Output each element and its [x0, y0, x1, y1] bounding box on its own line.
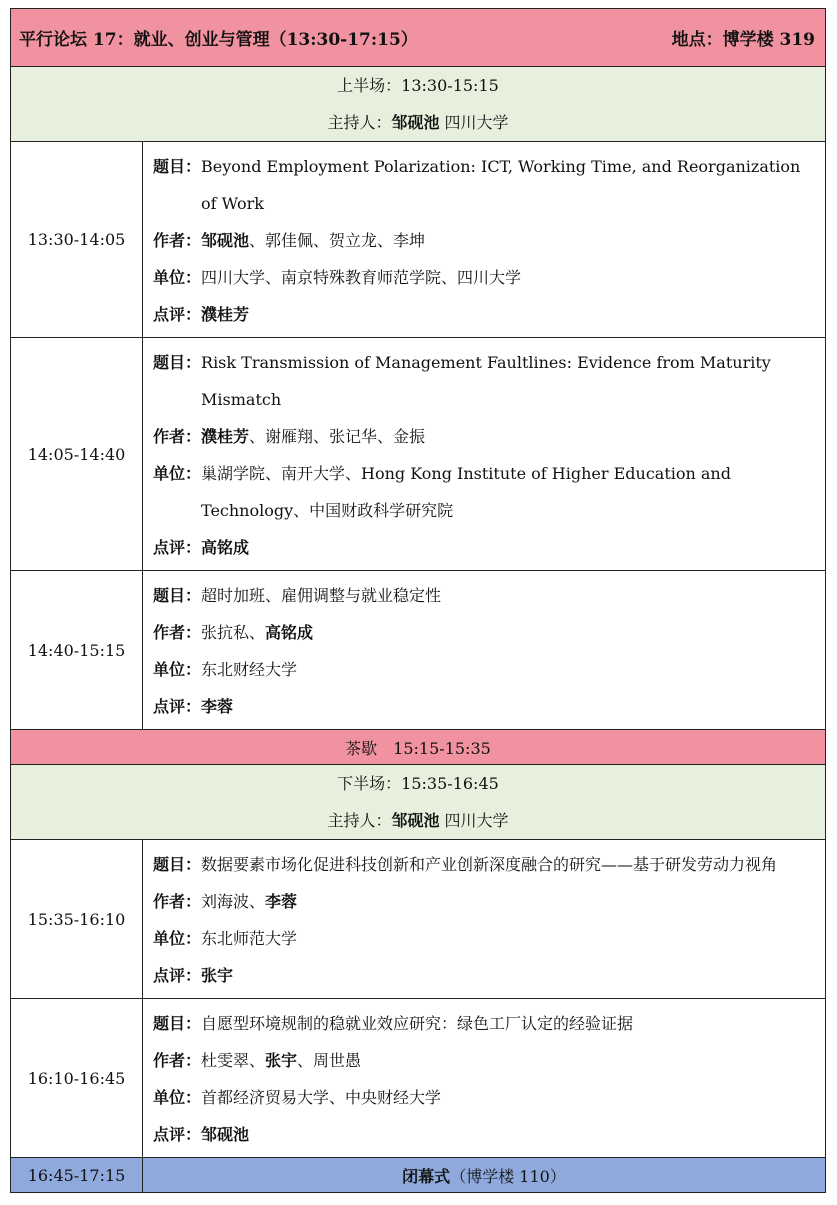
talk-authors: 作者： 刘海波、李蓉 — [153, 892, 298, 911]
talk-time: 14:40-15:15 — [11, 571, 143, 730]
talk-title: 题目： Beyond Employment Polarization: ICT, Working Time, and Reorganization of Work — [153, 157, 801, 213]
talk-row — [11, 999, 826, 1158]
talk-time: 13:30-14:05 — [11, 142, 143, 338]
talk-row — [11, 142, 826, 338]
talk-units: 单位： 东北财经大学 — [153, 660, 298, 679]
talk-authors: 作者： 杜雯翠、张宇、周世愚 — [153, 1051, 362, 1070]
second-half-label: 下半场：15:35-16:45 — [337, 774, 499, 793]
tea-break-row — [11, 730, 826, 765]
first-half-host: 主持人：邹砚池 四川大学 — [327, 113, 509, 132]
talk-row — [11, 840, 826, 999]
talk-discussant: 点评： 张宇 — [153, 966, 234, 985]
talk-discussant: 点评： 邹砚池 — [153, 1125, 250, 1144]
talk-title: 题目： 自愿型环境规制的稳就业效应研究：绿色工厂认定的经验证据 — [153, 1014, 634, 1033]
talk-units: 单位： 首都经济贸易大学、中央财经大学 — [153, 1088, 442, 1107]
talk-time: 15:35-16:10 — [11, 840, 143, 999]
forum-header-row — [11, 9, 826, 67]
talk-time: 14:05-14:40 — [11, 338, 143, 571]
forum-location: 地点：博学楼 319 — [671, 30, 815, 50]
schedule-sheet — [10, 8, 825, 1193]
talk-title: 题目： Risk Transmission of Management Faultlines: Evidence from Maturity Mismatch — [153, 353, 771, 409]
talk-title: 题目： 数据要素市场化促进科技创新和产业创新深度融合的研究——基于研发劳动力视角 — [153, 855, 778, 874]
first-half-label: 上半场：13:30-15:15 — [337, 76, 499, 95]
first-half-row — [11, 67, 826, 142]
closing-label: 闭幕式（博学楼 110） — [143, 1158, 826, 1193]
second-half-row — [11, 765, 826, 840]
closing-time: 16:45-17:15 — [11, 1158, 143, 1193]
schedule-table — [10, 8, 826, 1193]
second-half-host: 主持人：邹砚池 四川大学 — [327, 811, 509, 830]
talk-authors: 作者： 邹砚池、郭佳佩、贺立龙、李坤 — [153, 231, 426, 250]
talk-discussant: 点评： 濮桂芳 — [153, 305, 250, 324]
talk-authors: 作者： 濮桂芳、谢雁翔、张记华、金振 — [153, 427, 426, 446]
talk-units: 单位： 巢湖学院、南开大学、Hong Kong Institute of Higher Education and Technology、中国财政科学研究院 — [153, 464, 731, 520]
talk-authors: 作者： 张抗私、高铭成 — [153, 623, 314, 642]
talk-title: 题目： 超时加班、雇佣调整与就业稳定性 — [153, 586, 442, 605]
talk-time: 16:10-16:45 — [11, 999, 143, 1158]
tea-break-label: 茶歇 15:15-15:35 — [11, 730, 826, 765]
talk-units: 单位： 东北师范大学 — [153, 929, 298, 948]
talk-discussant: 点评： 李蓉 — [153, 697, 234, 716]
forum-title: 平行论坛 17：就业、创业与管理（13:30-17:15） — [19, 30, 418, 50]
talk-discussant: 点评： 高铭成 — [153, 538, 250, 557]
closing-row — [11, 1158, 826, 1193]
talk-row — [11, 338, 826, 571]
talk-units: 单位： 四川大学、南京特殊教育师范学院、四川大学 — [153, 268, 522, 287]
talk-row — [11, 571, 826, 730]
